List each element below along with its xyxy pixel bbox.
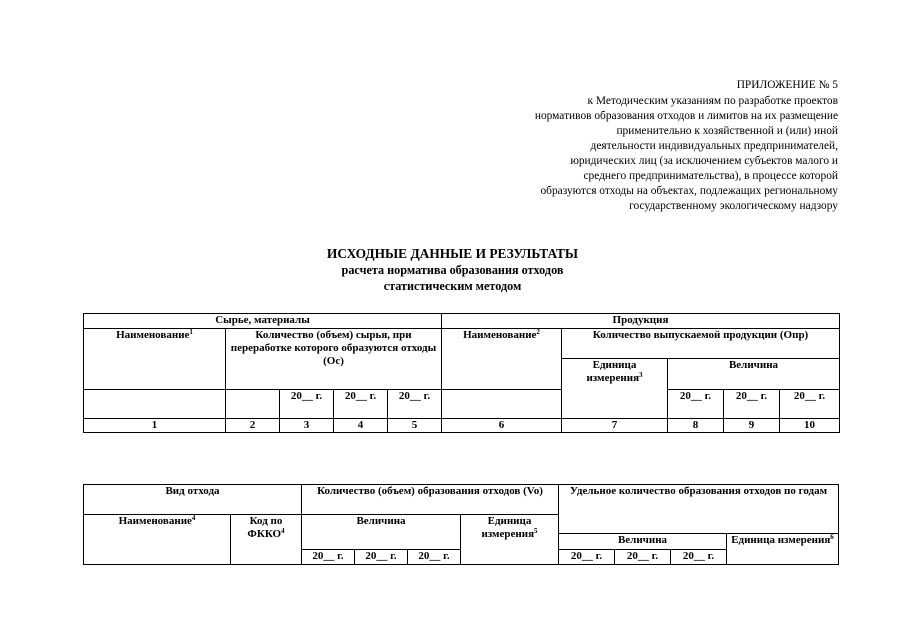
header-product-name-text: Наименование xyxy=(463,329,537,341)
header-waste-name-text: Наименование xyxy=(118,515,192,527)
raw-blank-cell xyxy=(226,390,280,419)
year-cell: 20__ г. xyxy=(671,550,727,565)
footnote-ref: 4 xyxy=(281,527,285,535)
header-product-quantity: Количество выпускаемой продукции (Oпр) xyxy=(562,329,840,359)
header-raw-name xyxy=(84,329,226,390)
year-cell: 20__ г. xyxy=(302,550,355,565)
header-unit-text: Единица измерения xyxy=(586,359,640,384)
title-sub-1: расчета норматива образования отходов xyxy=(341,263,564,277)
year-cell: 20__ г. xyxy=(559,550,615,565)
header-raw-quantity: Количество (объем) сырья, при переработке которого образуются отходы (Oc) xyxy=(226,329,442,390)
header-specific-quantity: Удельное количество образования отходов по годам xyxy=(559,485,839,534)
year-cell: 20__ г. xyxy=(408,550,461,565)
column-number: 6 xyxy=(442,419,562,433)
year-cell: 20__ г. xyxy=(615,550,671,565)
header-specific-value: Величина xyxy=(559,534,727,550)
footnote-ref: 6 xyxy=(830,533,834,541)
appendix-line: деятельности индивидуальных предпринимателей, xyxy=(590,140,838,152)
header-waste-type: Вид отхода xyxy=(84,485,302,515)
header-raw-name-text: Наименование xyxy=(116,329,190,341)
document-title xyxy=(0,246,905,294)
header-waste-unit xyxy=(461,515,559,565)
waste-generation-table xyxy=(83,484,839,565)
header-waste-value: Величина xyxy=(302,515,461,550)
header-waste-quantity: Количество (объем) образования отходов (Vo) xyxy=(302,485,559,515)
appendix-line: среднего предпринимательства), в процессе которой xyxy=(583,170,838,182)
header-product-name xyxy=(442,329,562,390)
header-unit xyxy=(562,359,668,419)
header-fkko-code xyxy=(231,515,302,565)
appendix-line: образуются отходы на объектах, подлежащих региональному xyxy=(540,185,838,197)
appendix-heading: ПРИЛОЖЕНИЕ № 5 xyxy=(736,79,838,91)
column-number: 2 xyxy=(226,419,280,433)
header-specific-unit xyxy=(727,534,839,565)
footnote-ref: 1 xyxy=(189,328,193,336)
header-waste-unit-text: Единица измерения xyxy=(481,515,535,540)
appendix-line: юридических лиц (за исключением субъектов малого и xyxy=(570,155,838,167)
year-cell: 20__ г. xyxy=(724,390,780,419)
header-raw-materials: Сырье, материалы xyxy=(84,314,442,329)
title-sub-2: статистическим методом xyxy=(383,279,522,293)
year-cell: 20__ г. xyxy=(280,390,334,419)
year-cell: 20__ г. xyxy=(355,550,408,565)
appendix-line: применительно к хозяйственной и (или) иной xyxy=(616,125,838,137)
column-number: 9 xyxy=(724,419,780,433)
column-number: 7 xyxy=(562,419,668,433)
year-cell: 20__ г. xyxy=(388,390,442,419)
year-cell: 20__ г. xyxy=(668,390,724,419)
header-products: Продукция xyxy=(442,314,840,329)
appendix-line: к Методическим указаниям по разработке проектов xyxy=(587,95,838,107)
column-number: 3 xyxy=(280,419,334,433)
header-fkko-code-text: Код по ФККО xyxy=(247,515,283,540)
raw-materials-products-table xyxy=(83,313,840,433)
column-number: 1 xyxy=(84,419,226,433)
product-name-cell xyxy=(442,390,562,419)
title-main: ИСХОДНЫЕ ДАННЫЕ И РЕЗУЛЬТАТЫ xyxy=(326,246,579,261)
header-specific-unit-text: Единица измерения xyxy=(731,534,831,546)
column-number: 4 xyxy=(334,419,388,433)
appendix-block xyxy=(535,78,838,214)
year-cell: 20__ г. xyxy=(780,390,840,419)
raw-name-cell xyxy=(84,390,226,419)
header-value: Величина xyxy=(668,359,840,390)
footnote-ref: 4 xyxy=(191,514,196,522)
column-number: 8 xyxy=(668,419,724,433)
column-number: 5 xyxy=(388,419,442,433)
footnote-ref: 3 xyxy=(639,371,643,379)
header-waste-name xyxy=(84,515,231,565)
column-number: 10 xyxy=(780,419,840,433)
footnote-ref: 5 xyxy=(534,527,538,535)
year-cell: 20__ г. xyxy=(334,390,388,419)
appendix-line: государственному экологическому надзору xyxy=(629,200,838,212)
footnote-ref: 2 xyxy=(536,328,540,336)
appendix-line: нормативов образования отходов и лимитов на их размещение xyxy=(534,110,838,122)
